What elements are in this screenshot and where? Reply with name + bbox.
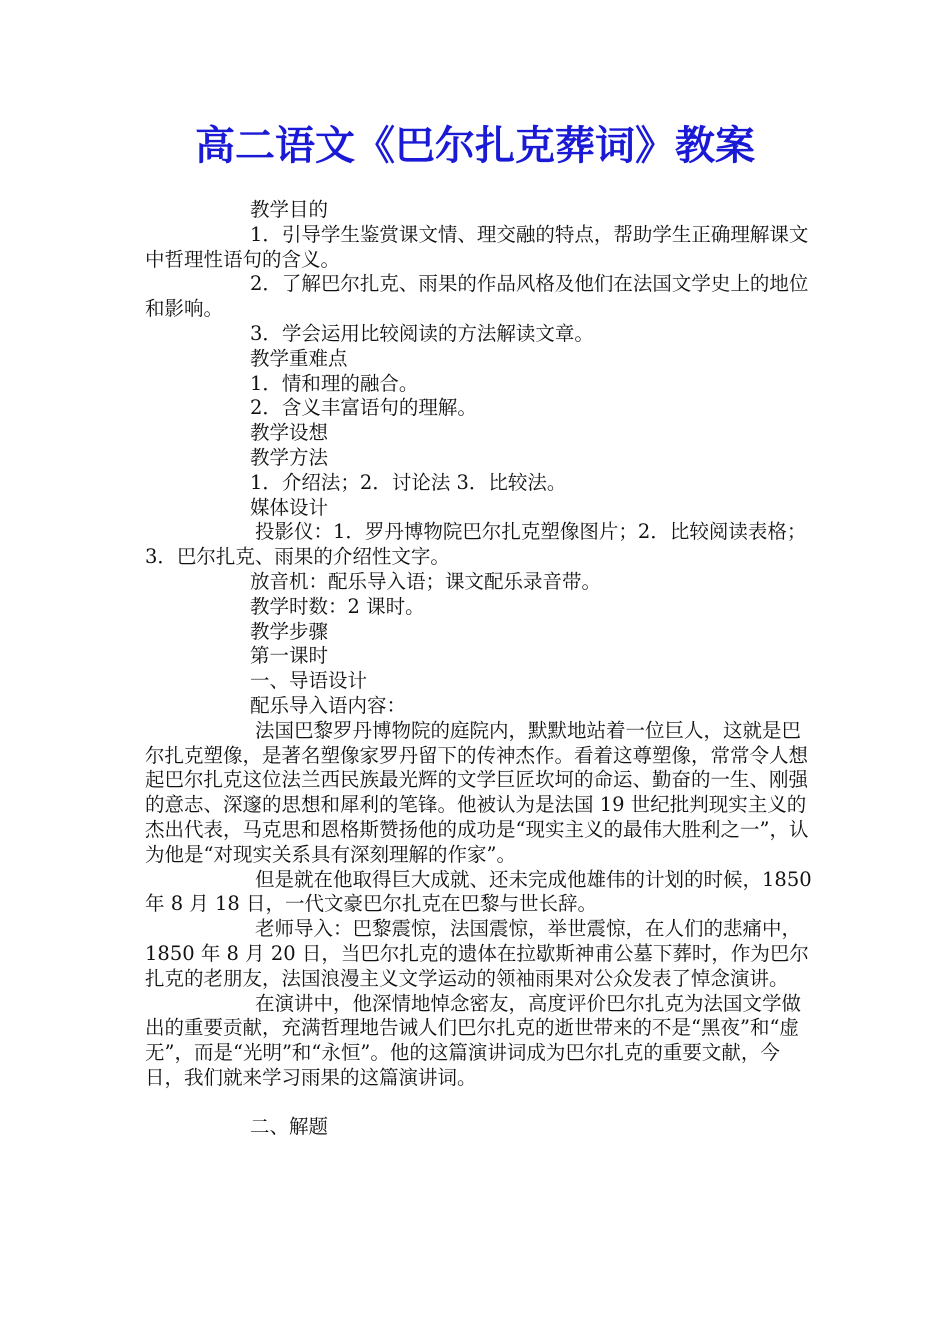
paragraph: 但是就在他取得巨大成就、还未完成他雄伟的计划的时候，1850 年 8 月 18 日，一代文豪巴尔扎克在巴黎与世长辞。	[145, 867, 812, 916]
paragraph: 教学时数：2 课时。	[250, 594, 425, 618]
paragraph: 1．情和理的融合。	[250, 371, 419, 395]
paragraph: 2．含义丰富语句的理解。	[250, 396, 477, 420]
section-heading: 媒体设计	[250, 495, 329, 519]
paragraph: 投影仪：1．罗丹博物院巴尔扎克塑像图片；2．比较阅读表格；3．巴尔扎克、雨果的介绍性文字。	[145, 520, 807, 569]
section-heading: 教学目的	[250, 198, 329, 221]
paragraph: 1．引导学生鉴赏课文情、理交融的特点，帮助学生正确理解课文中哲理性语句的含义。	[145, 222, 809, 271]
document-title: 高二语文《巴尔扎克葬词》教案	[195, 122, 755, 169]
section-heading: 教学步骤	[250, 619, 329, 643]
blank-line	[145, 1091, 813, 1116]
section-heading: 教学重难点	[250, 346, 348, 370]
section-heading: 第一课时	[250, 644, 329, 668]
paragraph: 2．了解巴尔扎克、雨果的作品风格及他们在法国文学史上的地位和影响。	[145, 272, 809, 321]
paragraph: 老师导入：巴黎震惊，法国震惊，举世震惊，在人们的悲痛中，1850 年 8 月 20 日，当巴尔扎克的遗体在拉歇斯神甫公墓下葬时，作为巴尔扎克的老朋友，法国浪漫主义文学运动的领袖雨果对公众发表了悼念演讲。	[145, 917, 809, 990]
paragraph: 在演讲中，他深情地悼念密友，高度评价巴尔扎克为法国文学做出的重要贡献，充满哲理地告诫人们巴尔扎克的逝世带来的不是“黑夜”和“虚无”，而是“光明”和“永恒”。他的这篇演讲词成为巴尔扎克的重要文献，今日，我们就来学习雨果的这篇演讲词。	[145, 991, 802, 1089]
section-heading: 教学方法	[250, 445, 329, 469]
paragraph: 放音机：配乐导入语；课文配乐录音带。	[250, 569, 602, 593]
paragraph: 1．介绍法；2．讨论法 3．比较法。	[250, 470, 567, 494]
paragraph: 配乐导入语内容：	[250, 693, 407, 717]
section-heading: 一、导语设计	[250, 669, 368, 693]
paragraph: 法国巴黎罗丹博物院的庭院内，默默地站着一位巨人，这就是巴尔扎克塑像，是著名塑像家罗丹留下的传神杰作。看着这尊塑像，常常令人想起巴尔扎克这位法兰西民族最光辉的文学巨匠坎坷的命运、勤奋的一生、刚强的意志、深邃的思想和犀利的笔锋。他被认为是法国 19 世纪批判现实主义的杰出代表，马克思和恩格斯赞扬他的成功是“现实主义的最伟大胜利之一”，认为他是“对现实关系具有深刻理解的作家”。	[145, 718, 809, 866]
paragraph: 3．学会运用比较阅读的方法解读文章。	[250, 321, 594, 345]
section-heading: 教学设想	[250, 421, 329, 445]
section-heading: 二、解题	[250, 1115, 329, 1139]
document-body	[145, 198, 813, 1140]
